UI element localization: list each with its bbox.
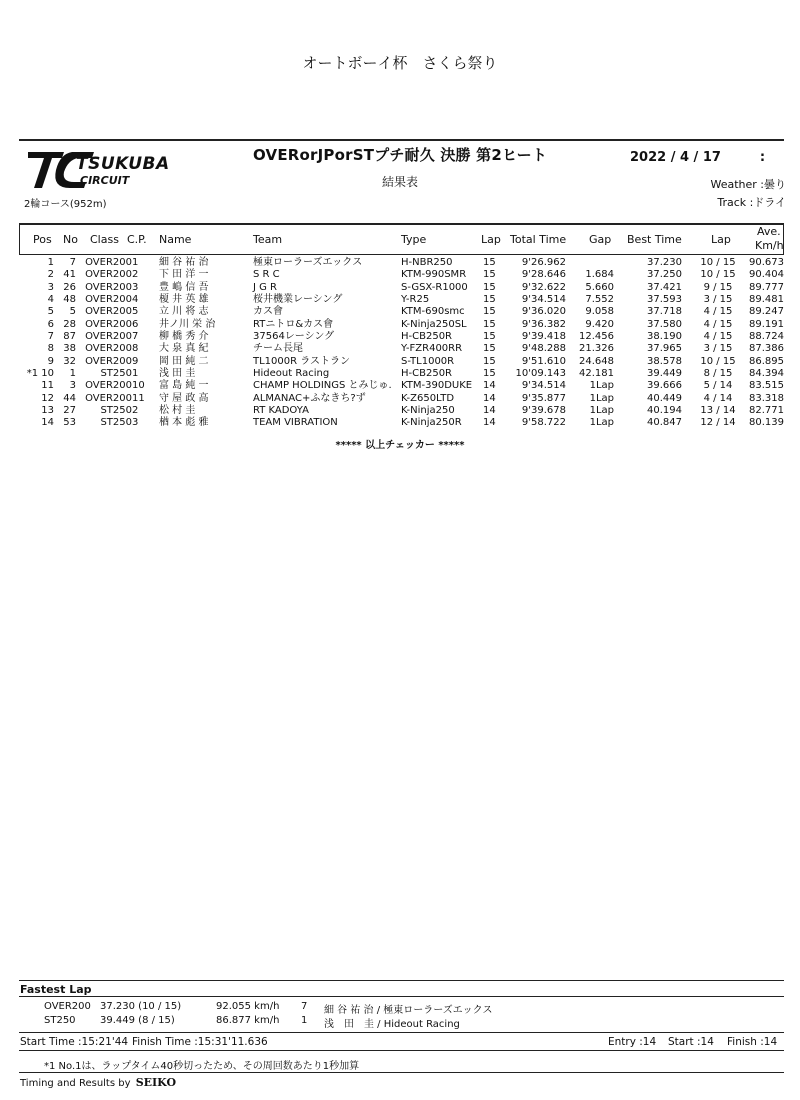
cell-pos: 9: [47, 355, 54, 367]
cell-type: KTM-390DUKE: [401, 380, 473, 392]
cell-blap: 8 / 15: [703, 368, 733, 380]
cell-pos: 11: [41, 380, 54, 392]
cell-cp: 9: [132, 355, 139, 367]
cell-total: 10'09.143: [515, 368, 566, 380]
table-row: [20, 368, 784, 380]
table-row: [20, 269, 784, 281]
footer-rule: [19, 1072, 784, 1073]
cell-no: 53: [63, 417, 76, 429]
cell-gap: 1Lap: [589, 405, 614, 417]
cell-cp: 2: [132, 269, 139, 281]
col-lap: Lap: [481, 233, 501, 246]
header-bottom-rule: [19, 254, 784, 255]
event-name: オートボーイ杯 さくら祭り: [302, 54, 498, 72]
cell-blap: 10 / 15: [700, 355, 736, 367]
cell-cls: OVER200: [85, 380, 132, 392]
table-row: [20, 294, 784, 306]
cell-total: 9'26.962: [521, 257, 566, 268]
col-ave: Ave.: [757, 225, 781, 238]
cell-gap: 21.326: [579, 343, 614, 355]
cell-pos: 6: [47, 318, 54, 330]
cell-cls: OVER200: [85, 306, 132, 318]
cell-ave: 83.318: [749, 392, 784, 404]
cell-lap: 14: [483, 392, 496, 404]
cell-blap: 4 / 15: [703, 318, 733, 330]
cell-total: 9'34.514: [521, 294, 566, 306]
logo-sub-text: CIRCUIT: [80, 174, 130, 187]
cell-ave: 89.777: [749, 281, 784, 293]
cell-cp: 1: [132, 257, 139, 268]
times-top-rule: [19, 1032, 784, 1033]
cell-blap: 3 / 15: [703, 343, 733, 355]
cell-gap: 1Lap: [589, 417, 614, 429]
times-bottom-rule: [19, 1050, 784, 1051]
col-team: Team: [253, 233, 283, 246]
cell-pos: 14: [41, 417, 54, 429]
cell-best: 37.230: [647, 257, 682, 268]
cell-no: 27: [63, 405, 76, 417]
table-row: [20, 319, 784, 331]
cell-best: 39.449: [647, 368, 682, 380]
seiko-logo: SEIKO: [135, 1076, 177, 1089]
cell-lap: 15: [483, 294, 496, 306]
cell-total: 9'58.722: [521, 417, 566, 429]
table-row: [20, 282, 784, 294]
table-row: [20, 380, 784, 392]
weather-info: Weather :曇り: [710, 178, 786, 191]
cell-name: 井ノ川 栄 治: [159, 318, 216, 330]
cell-no: 26: [63, 281, 76, 293]
cell-name: 富 島 純 一: [159, 380, 209, 392]
cell-cls: OVER200: [85, 281, 132, 293]
cell-gap: 1Lap: [589, 380, 614, 392]
cell-cp: 4: [132, 294, 139, 306]
fastest-title-rule: [19, 996, 784, 997]
cell-ave: 83.515: [749, 380, 784, 392]
cell-no: 48: [63, 294, 76, 306]
cell-cp: 11: [132, 392, 145, 404]
cell-no: 41: [63, 269, 76, 281]
cell-cp: 8: [132, 343, 139, 355]
fastest-rider: 細 谷 祐 治 / 極東ローラーズエックス: [324, 1005, 493, 1016]
finish-count: Finish :14: [727, 1036, 778, 1048]
fastest-lap-title: Fastest Lap: [20, 983, 92, 996]
cell-gap: 7.552: [585, 294, 614, 306]
cell-total: 9'35.877: [521, 392, 566, 404]
cell-total: 9'34.514: [521, 380, 566, 392]
table-row: [20, 257, 784, 269]
race-title: OVERorJPorSTプチ耐久 決勝 第2ヒート: [252, 146, 548, 164]
cell-type: K-Ninja250: [401, 405, 455, 417]
cell-gap: 24.648: [579, 355, 614, 367]
cell-gap: 5.660: [585, 281, 614, 293]
cell-name: 榎 井 英 雄: [159, 294, 209, 306]
cell-total: 9'39.678: [521, 405, 566, 417]
cell-team: J G R: [253, 281, 278, 293]
cell-team: RTニトロ&カス會: [253, 318, 334, 330]
checker-line: ***** 以上チェッカー *****: [335, 440, 465, 451]
cell-total: 9'39.418: [521, 331, 566, 343]
col-class: Class: [90, 233, 119, 246]
fastest-speed: 86.877 km/h: [216, 1015, 280, 1026]
cell-cls: OVER200: [85, 355, 132, 367]
results-table-header: [20, 225, 784, 255]
col-type: Type: [401, 233, 427, 246]
cell-lap: 15: [483, 318, 496, 330]
cell-name: 下 田 洋 一: [159, 269, 209, 281]
cell-total: 9'51.610: [521, 355, 566, 367]
col-total-time: Total Time: [510, 233, 567, 246]
finish-time: Finish Time :15:31'11.636: [132, 1036, 268, 1048]
cell-no: 44: [63, 392, 76, 404]
fastest-time: 39.449 (8 / 15): [100, 1015, 175, 1026]
cell-no: 38: [63, 343, 76, 355]
cell-ave: 90.673: [749, 257, 784, 268]
cell-lap: 15: [483, 355, 496, 367]
cell-type: KTM-990SMR: [401, 269, 467, 281]
cell-blap: 10 / 15: [700, 257, 736, 268]
cell-cls: ST250: [100, 417, 132, 429]
cell-lap: 15: [483, 343, 496, 355]
cell-ave: 82.771: [749, 405, 784, 417]
cell-best: 40.449: [647, 392, 682, 404]
cell-no: 87: [63, 331, 76, 343]
cell-ave: 86.895: [749, 355, 784, 367]
cell-ave: 89.481: [749, 294, 784, 306]
cell-ave: 80.139: [749, 417, 784, 429]
cell-no: 5: [69, 306, 76, 318]
cell-gap: 9.058: [585, 306, 614, 318]
cell-no: 28: [63, 318, 76, 330]
start-time: Start Time :15:21'44: [20, 1036, 129, 1048]
cell-ave: 87.386: [749, 343, 784, 355]
cell-best: 39.666: [647, 380, 682, 392]
cell-lap: 15: [483, 306, 496, 318]
cell-type: S-GSX-R1000: [401, 281, 468, 293]
cell-type: K-Z650LTD: [401, 392, 455, 404]
cell-type: S-TL1000R: [401, 355, 455, 367]
cell-team: チーム長尾: [253, 343, 303, 355]
cell-team: ALMANAC+ふなきち?ず: [253, 392, 366, 404]
cell-pos: 2: [47, 269, 54, 281]
cell-total: 9'32.622: [521, 281, 566, 293]
col-name: Name: [159, 233, 192, 246]
cell-cls: OVER200: [85, 294, 132, 306]
cell-team: 37564レーシング: [253, 331, 335, 343]
fastest-top-rule: [19, 980, 784, 981]
cell-no: 32: [63, 355, 76, 367]
cell-best: 40.847: [647, 417, 682, 429]
cell-lap: 15: [483, 331, 496, 343]
cell-pos: 8: [47, 343, 54, 355]
cell-gap: 42.181: [579, 368, 614, 380]
cell-lap: 15: [483, 269, 496, 281]
cell-cls: OVER200: [85, 343, 132, 355]
cell-blap: 3 / 15: [703, 294, 733, 306]
cell-cp: 2: [132, 405, 139, 417]
logo-brand-text: TSUKUBA: [76, 154, 170, 174]
cell-no: 7: [69, 257, 76, 268]
cell-total: 9'48.288: [521, 343, 566, 355]
cell-team: Hideout Racing: [253, 368, 330, 380]
cell-best: 38.190: [647, 331, 682, 343]
cell-gap: 9.420: [585, 318, 614, 330]
table-row: [20, 343, 784, 355]
cell-team: RT KADOYA: [253, 405, 309, 417]
table-row: [20, 356, 784, 368]
track-info: Track :ドライ: [717, 196, 786, 209]
cell-lap: 15: [483, 257, 496, 268]
cell-type: H-CB250R: [401, 368, 453, 380]
cell-cp: 3: [132, 417, 139, 429]
cell-name: 浅 田 圭: [159, 368, 196, 380]
cell-no: 3: [69, 380, 76, 392]
cell-total: 9'36.382: [521, 318, 566, 330]
cell-cp: 5: [132, 306, 139, 318]
course-info: 2輪コース(952m): [24, 199, 107, 210]
cell-name: 楢 本 彪 雅: [159, 417, 209, 429]
cell-best: 37.250: [647, 269, 682, 281]
cell-type: H-CB250R: [401, 331, 453, 343]
cell-pos: 4: [47, 294, 54, 306]
cell-lap: 15: [483, 281, 496, 293]
cell-gap: 1.684: [585, 269, 614, 281]
cell-blap: 5 / 14: [703, 380, 733, 392]
fastest-speed: 92.055 km/h: [216, 1001, 280, 1012]
cell-best: 40.194: [647, 405, 682, 417]
cell-cls: OVER200: [85, 331, 132, 343]
header-left-rule: [19, 223, 20, 255]
cell-cls: ST250: [100, 368, 132, 380]
cell-name: 守 屋 政 高: [159, 392, 209, 404]
cell-team: 桜井機業レーシング: [253, 294, 343, 306]
cell-type: Y-R25: [401, 294, 430, 306]
col-gap: Gap: [589, 233, 612, 246]
cell-cp: 1: [132, 368, 139, 380]
col-best-time: Best Time: [627, 233, 682, 246]
cell-blap: 13 / 14: [700, 405, 736, 417]
header-right-rule: [783, 223, 784, 255]
col-pos: Pos: [33, 233, 52, 246]
col-kmh: Km/h: [755, 239, 784, 252]
cell-blap: 4 / 15: [703, 306, 733, 318]
fastest-no: 7: [301, 1001, 308, 1012]
cell-best: 37.421: [647, 281, 682, 293]
cell-total: 9'28.646: [521, 269, 566, 281]
cell-name: 柳 橋 秀 介: [159, 331, 209, 343]
cell-blap: 4 / 15: [703, 331, 733, 343]
cell-name: 立 川 将 志: [159, 306, 209, 318]
fastest-lap-row: [20, 1001, 780, 1015]
top-rule: [19, 139, 784, 141]
timing-credit: [20, 1076, 176, 1089]
table-row: [20, 405, 784, 417]
cell-team: CHAMP HOLDINGS とみじゅ.: [253, 380, 392, 392]
cell-name: 大 泉 真 紀: [159, 343, 209, 355]
fastest-lap-row: [20, 1015, 780, 1029]
cell-cp: 7: [132, 331, 139, 343]
cell-ave: 89.247: [749, 306, 784, 318]
table-row: [20, 393, 784, 405]
cell-team: カス會: [253, 306, 283, 318]
cell-name: 岡 田 純 二: [159, 355, 209, 367]
cell-ave: 90.404: [749, 269, 784, 281]
table-row: [20, 331, 784, 343]
cell-blap: 12 / 14: [700, 417, 736, 429]
table-row: [20, 417, 784, 429]
start-count: Start :14: [668, 1036, 714, 1048]
fastest-class: ST250: [44, 1015, 76, 1026]
cell-type: Y-FZR400RR: [401, 343, 463, 355]
cell-name: 松 村 圭: [159, 405, 196, 417]
fastest-no: 1: [301, 1015, 308, 1026]
cell-best: 37.965: [647, 343, 682, 355]
cell-type: K-Ninja250SL: [401, 318, 467, 330]
cell-lap: 14: [483, 380, 496, 392]
cell-gap: 1Lap: [589, 392, 614, 404]
timing-text: Timing and Results by: [20, 1078, 131, 1089]
cell-cp: 10: [132, 380, 145, 392]
cell-lap: 14: [483, 417, 496, 429]
cell-type: KTM-690smc: [401, 306, 465, 318]
cell-name: 豊 嶋 信 吾: [159, 281, 209, 293]
cell-cls: ST250: [100, 405, 132, 417]
cell-pos: 5: [47, 306, 54, 318]
cell-cp: 6: [132, 318, 139, 330]
cell-no: 1: [69, 368, 76, 380]
race-date: 2022 / 4 / 17 :: [630, 150, 766, 165]
cell-ave: 88.724: [749, 331, 784, 343]
cell-blap: 9 / 15: [703, 281, 733, 293]
col-cp: C.P.: [127, 233, 147, 246]
cell-ave: 84.394: [749, 368, 784, 380]
results-table: [20, 257, 784, 430]
cell-cls: OVER200: [85, 318, 132, 330]
fastest-time: 37.230 (10 / 15): [100, 1001, 182, 1012]
table-row: [20, 306, 784, 318]
cell-gap: 12.456: [579, 331, 614, 343]
cell-team: TEAM VIBRATION: [253, 417, 338, 429]
cell-lap: 14: [483, 405, 496, 417]
cell-pos: *1 10: [26, 368, 54, 380]
results-subtitle: 結果表: [381, 175, 418, 189]
cell-best: 37.593: [647, 294, 682, 306]
cell-pos: 12: [41, 392, 54, 404]
cell-pos: 3: [47, 281, 54, 293]
entry-count: Entry :14: [608, 1036, 657, 1048]
cell-lap: 15: [483, 368, 496, 380]
col-best-lap: Lap: [711, 233, 731, 246]
cell-pos: 7: [47, 331, 54, 343]
fastest-class: OVER200: [44, 1001, 91, 1012]
cell-blap: 10 / 15: [700, 269, 736, 281]
cell-cls: OVER200: [85, 257, 132, 268]
cell-pos: 1: [47, 257, 54, 268]
cell-name: 細 谷 祐 治: [159, 257, 209, 268]
col-no: No: [63, 233, 78, 246]
cell-team: TL1000R ラストラン: [253, 355, 350, 367]
cell-team: 極東ローラーズエックス: [253, 257, 363, 268]
cell-cp: 3: [132, 281, 139, 293]
cell-type: H-NBR250: [401, 257, 453, 268]
cell-best: 37.718: [647, 306, 682, 318]
cell-best: 38.578: [647, 355, 682, 367]
cell-type: K-Ninja250R: [401, 417, 462, 429]
cell-blap: 4 / 14: [703, 392, 733, 404]
cell-ave: 89.191: [749, 318, 784, 330]
cell-cls: OVER200: [85, 392, 132, 404]
cell-pos: 13: [41, 405, 54, 417]
fastest-rider: 浅 田 圭 / Hideout Racing: [324, 1019, 460, 1030]
cell-best: 37.580: [647, 318, 682, 330]
cell-cls: OVER200: [85, 269, 132, 281]
penalty-note: *1 No.1は、ラップタイム40秒切ったため、その周回数あたり1秒加算: [44, 1061, 360, 1072]
cell-team: S R C: [253, 269, 280, 281]
cell-total: 9'36.020: [521, 306, 566, 318]
